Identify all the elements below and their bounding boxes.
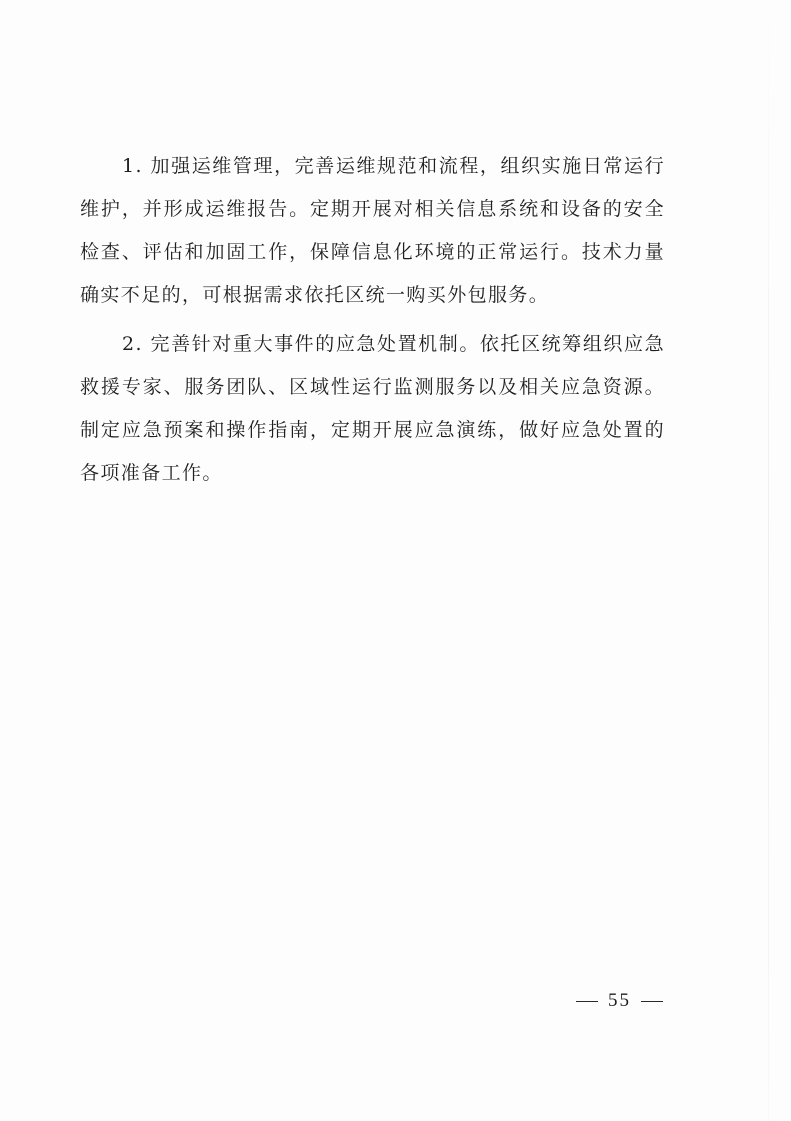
scan-edge [768, 0, 769, 1121]
paragraph-2: 2. 完善针对重大事件的应急处置机制。依托区统筹组织应急救援专家、服务团队、区域性运行监测服务以及相关应急资源。制定应急预案和操作指南，定期开展应急演练，做好应急处置的各项准备工作。 [80, 333, 665, 484]
page-number: 55 [608, 990, 631, 1011]
page-number-left-dash [576, 1001, 598, 1002]
paragraph-1: 1. 加强运维管理，完善运维规范和流程，组织实施日常运行维护，并形成运维报告。定期开展对相关信息系统和设备的安全检查、评估和加固工作，保障信息化环境的正常运行。技术力量确实不足的，可根据需求依托区统一购买外包服务。 [80, 155, 665, 306]
document-body [80, 145, 665, 495]
page-footer [566, 990, 666, 1012]
page-number-right-dash [641, 1001, 663, 1002]
